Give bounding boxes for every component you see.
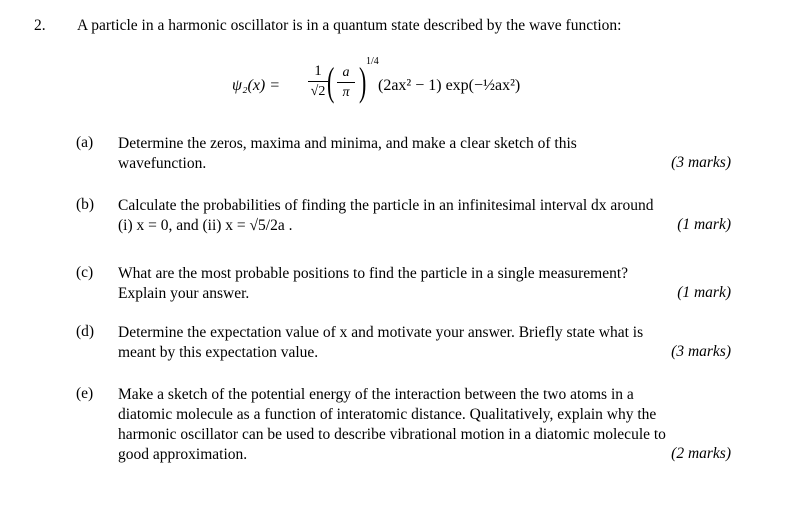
part-label: (b): [76, 196, 95, 213]
part-line: Explain your answer.: [118, 285, 250, 302]
left-paren: (: [326, 59, 335, 104]
fraction-one-denominator: √2: [310, 84, 326, 99]
part-line: good approximation.: [118, 446, 248, 463]
part-label: (a): [76, 134, 94, 151]
fraction-two-denominator: π: [342, 85, 350, 100]
part-marks: (1 mark): [677, 284, 731, 301]
part-marks: (1 mark): [677, 216, 731, 233]
part-label: (c): [76, 264, 94, 281]
question-number: 2.: [34, 17, 46, 34]
fraction-one-bar: [308, 81, 328, 82]
equation-fraction-two: [337, 64, 355, 101]
part-text: [118, 385, 738, 465]
part-line: Determine the zeros, maxima and minima, and make a clear sketch of this: [118, 135, 577, 152]
part-marks: (2 marks): [671, 445, 731, 462]
part-line: diatomic molecule as a function of interatomic distance. Qualitatively, explain why the: [118, 406, 657, 423]
part-line: Determine the expectation value of x and motivate your answer. Briefly state what is: [118, 324, 644, 341]
equation-exponent: 1/4: [366, 56, 379, 67]
part-text: [118, 323, 738, 363]
part-marks: (3 marks): [671, 154, 731, 171]
part-text: [118, 196, 738, 236]
part-text: [118, 264, 738, 304]
part-line: wavefunction.: [118, 155, 207, 172]
part-line: meant by this expectation value.: [118, 344, 319, 361]
part-label: (e): [76, 385, 94, 402]
part-line: harmonic oscillator can be used to describe vibrational motion in a diatomic molecule to: [118, 426, 666, 443]
part-line: (i) x = 0, and (ii) x = √5/2a .: [118, 217, 293, 234]
equation-lhs: ψ₂(x) =: [232, 77, 281, 94]
part-marks: (3 marks): [671, 343, 731, 360]
fraction-two-numerator: a: [342, 65, 350, 80]
right-paren: ): [358, 59, 367, 104]
part-line: Calculate the probabilities of finding the particle in an infinitesimal interval dx around: [118, 197, 654, 214]
fraction-two-bar: [337, 82, 355, 83]
equation-fraction-one: [308, 62, 328, 101]
question-intro: A particle in a harmonic oscillator is in a quantum state described by the wave function:: [77, 17, 622, 34]
part-text: [118, 134, 738, 174]
fraction-one-numerator: 1: [314, 63, 322, 79]
equation-rest: (2ax² − 1) exp(−½ax²): [378, 77, 521, 94]
part-line: What are the most probable positions to find the particle in a single measurement?: [118, 265, 629, 282]
part-line: Make a sketch of the potential energy of the interaction between the two atoms in a: [118, 386, 634, 403]
part-label: (d): [76, 323, 95, 340]
